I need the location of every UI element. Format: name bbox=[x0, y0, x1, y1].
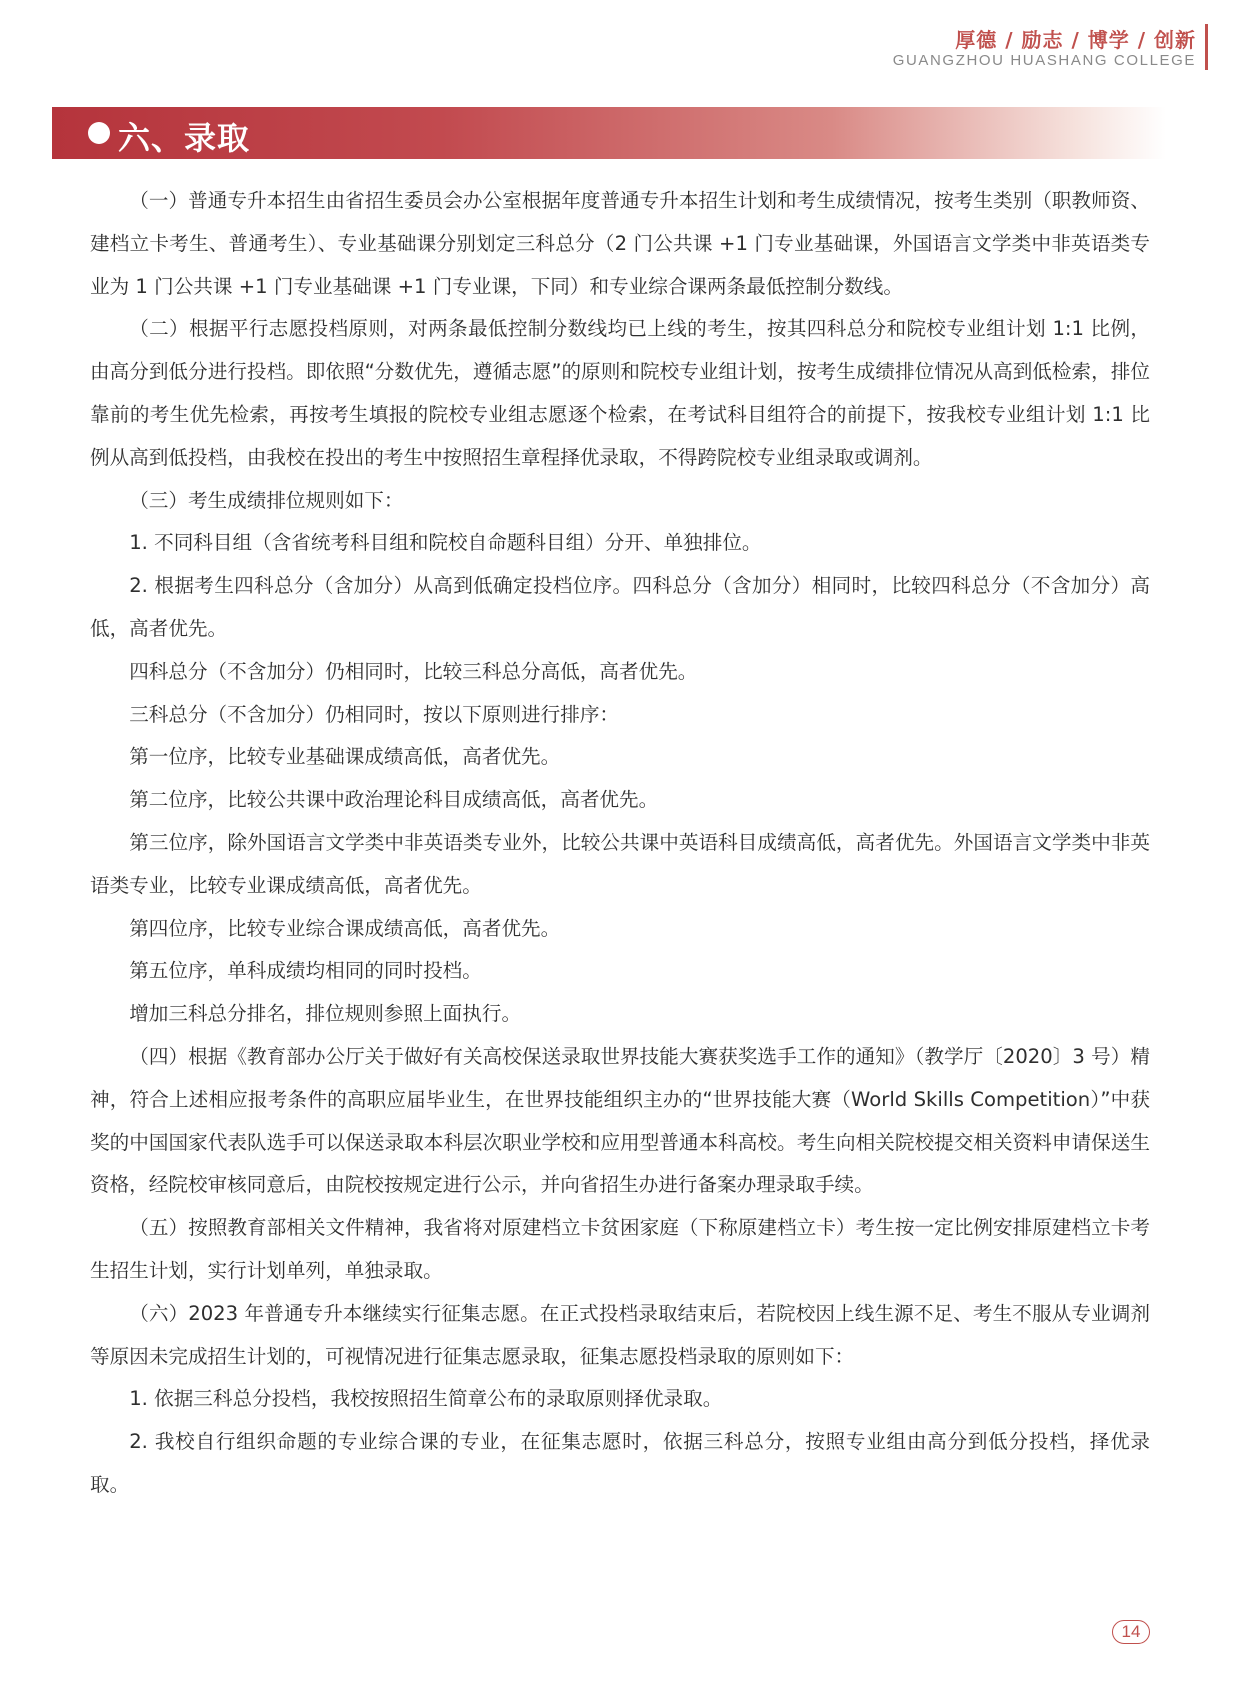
paragraph-order-4: 第四位序，比较专业综合课成绩高低，高者优先。 bbox=[129, 916, 561, 940]
paragraph-supplementary-rule-2: 2. 我校自行组织命题的专业综合课的专业，在征集志愿时，依据三科总分，按照专业组由高分到低分投档，择优录取。 bbox=[90, 1430, 1150, 1496]
header-accent-rule bbox=[1205, 24, 1208, 70]
header-college-name: GUANGZHOU HUASHANG COLLEGE bbox=[892, 52, 1196, 69]
header-motto: 厚德 / 励志 / 博学 / 创新 bbox=[955, 28, 1196, 52]
paragraph-order-2: 第二位序，比较公共课中政治理论科目成绩高低，高者优先。 bbox=[129, 788, 659, 812]
paragraph-three-subject-ranking: 增加三科总分排名，排位规则参照上面执行。 bbox=[129, 1002, 522, 1026]
paragraph-four-subject-tie: 四科总分（不含加分）仍相同时，比较三科总分高低，高者优先。 bbox=[129, 659, 698, 683]
paragraph-supplementary-rule-1: 1. 依据三科总分投档，我校按照招生简章公布的录取原则择优录取。 bbox=[129, 1387, 723, 1411]
paragraph-order-5: 第五位序，单科成绩均相同的同时投档。 bbox=[129, 959, 482, 983]
paragraph-parallel-voluntary: （二）根据平行志愿投档原则，对两条最低控制分数线均已上线的考生，按其四科总分和院校专业组计划 1:1 比例，由高分到低分进行投档。即依照“分数优先，遵循志愿”的原则和院校专业组计划，按考生成绩排位情况从高到低检索，排位靠前的考生优先检索，再按考生填报的院校专业组志愿逐个检索，在考试科目组符合的前提下，按我校专业组计划 1:1 比例从高到低投档，由我校在投出的考生中按照招生章程择优录取，不得跨院校专业组录取或调剂。 bbox=[90, 317, 1150, 469]
section-banner bbox=[52, 107, 1166, 159]
paragraph-supplementary-voluntary: （六）2023 年普通专升本继续实行征集志愿。在正式投档录取结束后，若院校因上线生源不足、考生不服从专业调剂等原因未完成招生计划的，可视情况进行征集志愿录取，征集志愿投档录取的原则如下： bbox=[90, 1301, 1150, 1368]
document-body bbox=[90, 180, 1150, 1507]
paragraph-ranking-rule-1: 1. 不同科目组（含省统考科目组和院校自命题科目组）分开、单独排位。 bbox=[129, 531, 762, 555]
bullet-dot-icon bbox=[88, 122, 110, 144]
paragraph-three-subject-tie: 三科总分（不含加分）仍相同时，按以下原则进行排序： bbox=[129, 702, 620, 726]
paragraph-admission-lines: （一）普通专升本招生由省招生委员会办公室根据年度普通专升本招生计划和考生成绩情况，按考生类别（职教师资、建档立卡考生、普通考生）、专业基础课分别划定三科总分（2 门公共课 +1 门专业基础课，外国语言文学类中非英语类专业为 1 门公共课 +1 门专业基础课 +1 门专业课，下同）和专业综合课两条最低控制分数线。 bbox=[90, 189, 1150, 298]
paragraph-ranking-rule-2: 2. 根据考生四科总分（含加分）从高到低确定投档位序。四科总分（含加分）相同时，比较四科总分（不含加分）高低，高者优先。 bbox=[90, 574, 1150, 640]
paragraph-order-1: 第一位序，比较专业基础课成绩高低，高者优先。 bbox=[129, 745, 561, 769]
paragraph-order-3: 第三位序，除外国语言文学类中非英语类专业外，比较公共课中英语科目成绩高低，高者优先。外国语言文学类中非英语类专业，比较专业课成绩高低，高者优先。 bbox=[90, 830, 1150, 897]
paragraph-world-skills: （四）根据《教育部办公厅关于做好有关高校保送录取世界技能大赛获奖选手工作的通知》（教学厅〔2020〕3 号）精神，符合上述相应报考条件的高职应届毕业生，在世界技能组织主办的“世界技能大赛（World Skills Competition）”中获奖的中国国家代表队选手可以保送录取本科层次职业学校和应用型普通本科高校。考生向相关院校提交相关资料申请保送生资格，经院校审核同意后，由院校按规定进行公示，并向省招生办进行备案办理录取手续。 bbox=[90, 1044, 1150, 1197]
page-number-badge: 14 bbox=[1112, 1620, 1150, 1644]
paragraph-poverty-plan: （五）按照教育部相关文件精神，我省将对原建档立卡贫困家庭（下称原建档立卡）考生按一定比例安排原建档立卡考生招生计划，实行计划单列，单独录取。 bbox=[90, 1216, 1150, 1282]
section-title: 六、录取 bbox=[118, 119, 251, 157]
paragraph-ranking-rules-heading: （三）考生成绩排位规则如下： bbox=[129, 488, 404, 512]
